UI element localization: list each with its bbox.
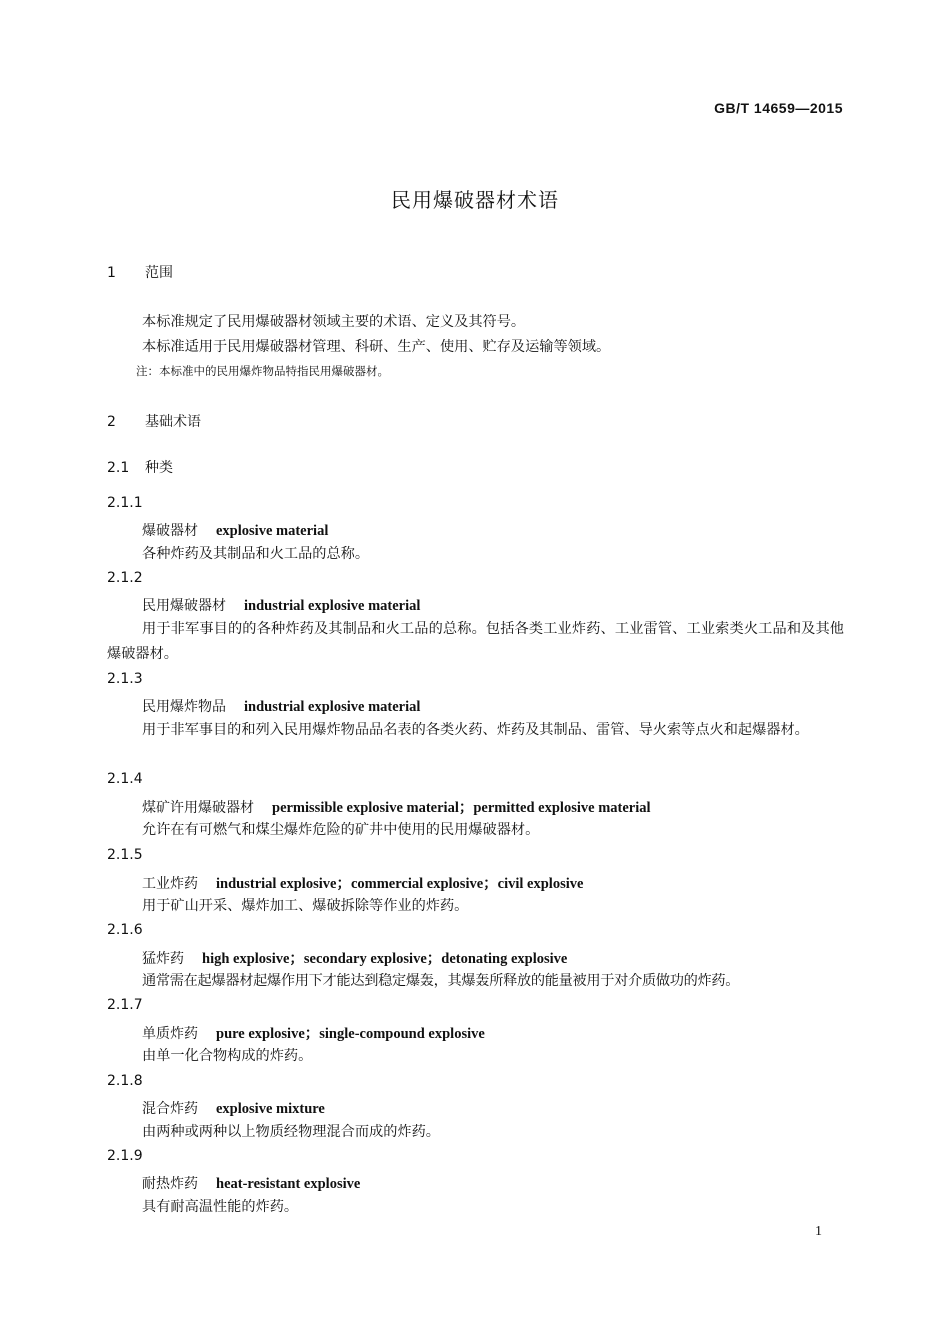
term-zh: 爆破器材 (142, 523, 198, 539)
term-definition: 由两种或两种以上物质经物理混合而成的炸药。 (142, 1124, 440, 1140)
term-heading (142, 520, 328, 540)
section-2-heading (107, 411, 201, 431)
term-definition: 各种炸药及其制品和火工品的总称。 (142, 546, 370, 562)
section-number: 2 (107, 414, 116, 430)
term-en: high explosive；secondary explosive；detonating explosive (202, 951, 568, 967)
term-heading (142, 1098, 325, 1118)
term-definition: 由单一化合物构成的炸药。 (142, 1048, 313, 1064)
document-title: 民用爆破器材术语 (391, 188, 559, 212)
section-title: 种类 (145, 460, 173, 476)
term-number: 2.1.3 (107, 671, 143, 687)
term-number: 2.1.8 (107, 1073, 143, 1089)
term-definition: 具有耐高温性能的炸药。 (142, 1199, 299, 1215)
term-definition: 允许在有可燃气和煤尘爆炸危险的矿井中使用的民用爆破器材。 (142, 822, 540, 838)
term-en: heat-resistant explosive (216, 1176, 361, 1192)
term-en: industrial explosive material (244, 699, 421, 715)
term-number: 2.1.1 (107, 495, 143, 511)
term-number: 2.1.5 (107, 847, 143, 863)
term-heading (142, 1022, 485, 1043)
term-number: 2.1.7 (107, 997, 143, 1013)
term-en: explosive mixture (216, 1101, 325, 1117)
term-number: 2.1.4 (107, 771, 143, 787)
term-definition: 通常需在起爆器材起爆作用下才能达到稳定爆轰，其爆轰所释放的能量被用于对介质做功的炸药。 (142, 973, 740, 989)
section-title: 范围 (145, 265, 173, 281)
section-number: 2.1 (107, 460, 130, 476)
term-zh: 混合炸药 (142, 1101, 198, 1117)
term-heading (142, 947, 567, 968)
section-title: 基础术语 (145, 414, 201, 430)
scope-paragraph-1: 本标准规定了民用爆破器材领域主要的术语、定义及其符号。 (142, 314, 526, 330)
term-definition: 用于非军事目的的各种炸药及其制品和火工品的总称。包括各类工业炸药、工业雷管、工业索类火工品和及其他爆破器材。 (107, 621, 844, 662)
scope-paragraph-2: 本标准适用于民用爆破器材管理、科研、生产、使用、贮存及运输等领域。 (142, 339, 611, 355)
term-zh: 煤矿许用爆破器材 (142, 800, 254, 816)
term-zh: 单质炸药 (142, 1026, 198, 1042)
term-number: 2.1.6 (107, 922, 143, 938)
section-1-heading (107, 262, 173, 282)
term-definition: 用于矿山开采、爆炸加工、爆破拆除等作业的炸药。 (142, 898, 469, 914)
term-heading (142, 696, 420, 716)
term-number: 2.1.9 (107, 1148, 143, 1164)
term-number: 2.1.2 (107, 570, 143, 586)
term-en: explosive material (216, 523, 329, 539)
standard-number: GB/T 14659—2015 (714, 100, 843, 116)
term-zh: 民用爆炸物品 (142, 699, 226, 715)
section-2-1-heading (107, 457, 173, 477)
term-zh: 民用爆破器材 (142, 598, 226, 614)
term-en: industrial explosive；commercial explosive；civil explosive (216, 876, 584, 892)
scope-note: 注：本标准中的民用爆炸物品特指民用爆破器材。 (136, 364, 389, 378)
term-en: permissible explosive material；permitted explosive material (272, 800, 651, 816)
term-en: pure explosive；single-compound explosive (216, 1026, 485, 1042)
term-en: industrial explosive material (244, 598, 421, 614)
term-zh: 耐热炸药 (142, 1176, 198, 1192)
term-heading (142, 796, 651, 817)
term-definition: 用于非军事目的和列入民用爆炸物品品名表的各类火药、炸药及其制品、雷管、导火索等点火和起爆器材。 (142, 722, 809, 738)
term-heading (142, 872, 583, 893)
term-heading (142, 595, 420, 615)
term-zh: 工业炸药 (142, 876, 198, 892)
term-heading (142, 1173, 360, 1193)
term-zh: 猛炸药 (142, 951, 184, 967)
section-number: 1 (107, 265, 116, 281)
page-number: 1 (815, 1224, 822, 1239)
